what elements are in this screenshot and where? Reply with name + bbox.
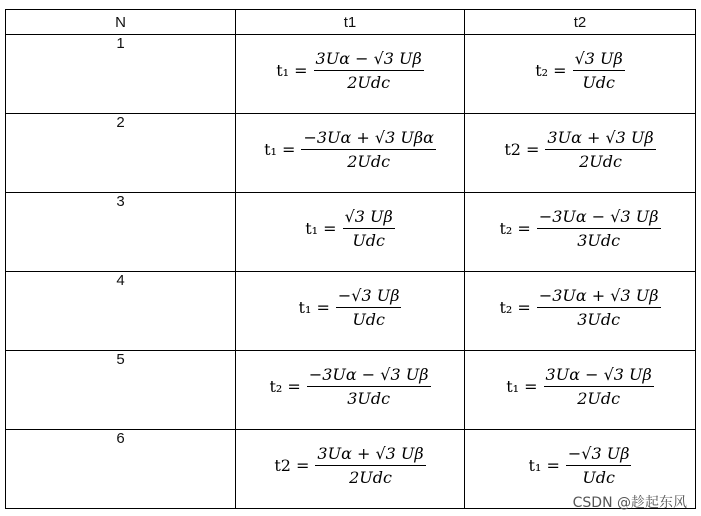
t1-cell [236, 351, 465, 430]
t1-formula [236, 207, 464, 250]
table-row [6, 193, 696, 272]
t1-formula [236, 286, 464, 329]
t1-cell [236, 35, 465, 114]
fraction [315, 444, 425, 487]
denominator: Udc [582, 468, 615, 487]
numerator: √3 Uβ [573, 49, 625, 71]
formula-lhs: t₂ = [499, 298, 531, 317]
formula-lhs: t₁ = [506, 377, 538, 396]
header-row [6, 10, 696, 35]
numerator: −3Uα − √3 Uβ [537, 207, 661, 229]
denominator: 3Udc [577, 231, 621, 250]
denominator: 2Udc [347, 152, 391, 171]
denominator: 2Udc [347, 73, 391, 92]
fraction [537, 286, 661, 329]
t1-cell [236, 272, 465, 351]
formula-lhs: t₁ = [264, 140, 296, 159]
sector-number: 4 [6, 272, 236, 351]
header-t2: t2 [465, 10, 696, 35]
header-n: N [6, 10, 236, 35]
formula-lhs: t2 = [274, 456, 310, 475]
formula-lhs: t₂ = [499, 219, 531, 238]
formula-lhs: t₁ = [305, 219, 337, 238]
denominator: Udc [352, 231, 385, 250]
t2-formula [465, 49, 695, 92]
t2-cell [465, 114, 696, 193]
denominator: Udc [352, 310, 385, 329]
numerator: −3Uα + √3 Uβα [301, 128, 435, 150]
t2-formula [465, 365, 695, 408]
t2-formula [465, 286, 695, 329]
formula-lhs: t₁ = [298, 298, 330, 317]
numerator: −3Uα + √3 Uβ [537, 286, 661, 308]
fraction [537, 207, 661, 250]
fraction [545, 128, 655, 171]
t1-formula [236, 365, 464, 408]
formula-lhs: t₁ = [276, 61, 308, 80]
fraction [573, 49, 625, 92]
fraction [544, 365, 654, 408]
t1-cell [236, 430, 465, 509]
numerator: 3Uα − √3 Uβ [544, 365, 654, 387]
watermark: CSDN @趁起东风 [572, 495, 687, 511]
formula-lhs: t2 = [504, 140, 540, 159]
numerator: 3Uα + √3 Uβ [545, 128, 655, 150]
formula-table [5, 9, 696, 509]
t1-formula [236, 49, 464, 92]
t2-cell [465, 193, 696, 272]
t2-cell [465, 272, 696, 351]
denominator: 3Udc [577, 310, 621, 329]
fraction [301, 128, 435, 171]
numerator: −√3 Uβ [566, 444, 632, 466]
sector-number: 6 [6, 430, 236, 509]
formula-lhs: t₁ = [528, 456, 560, 475]
sector-number: 3 [6, 193, 236, 272]
t2-formula [465, 207, 695, 250]
sector-number: 2 [6, 114, 236, 193]
table-row [6, 272, 696, 351]
numerator: −3Uα − √3 Uβ [307, 365, 431, 387]
sector-number: 5 [6, 351, 236, 430]
header-t1: t1 [236, 10, 465, 35]
denominator: 2Udc [577, 389, 621, 408]
table-row [6, 35, 696, 114]
table-row [6, 351, 696, 430]
t1-formula [236, 128, 464, 171]
t1-cell [236, 114, 465, 193]
fraction [307, 365, 431, 408]
numerator: 3Uα + √3 Uβ [315, 444, 425, 466]
t2-formula [465, 444, 695, 487]
t1-formula [236, 444, 464, 487]
t2-cell [465, 351, 696, 430]
t2-cell [465, 35, 696, 114]
denominator: 2Udc [349, 468, 392, 487]
fraction [343, 207, 395, 250]
denominator: 2Udc [579, 152, 622, 171]
fraction [314, 49, 424, 92]
formula-lhs: t₂ = [535, 61, 567, 80]
table-row [6, 114, 696, 193]
denominator: 3Udc [347, 389, 391, 408]
t2-formula [465, 128, 695, 171]
numerator: −√3 Uβ [336, 286, 402, 308]
sector-number: 1 [6, 35, 236, 114]
numerator: √3 Uβ [343, 207, 395, 229]
formula-lhs: t₂ = [269, 377, 301, 396]
numerator: 3Uα − √3 Uβ [314, 49, 424, 71]
fraction [566, 444, 632, 487]
t1-cell [236, 193, 465, 272]
denominator: Udc [582, 73, 615, 92]
fraction [336, 286, 402, 329]
